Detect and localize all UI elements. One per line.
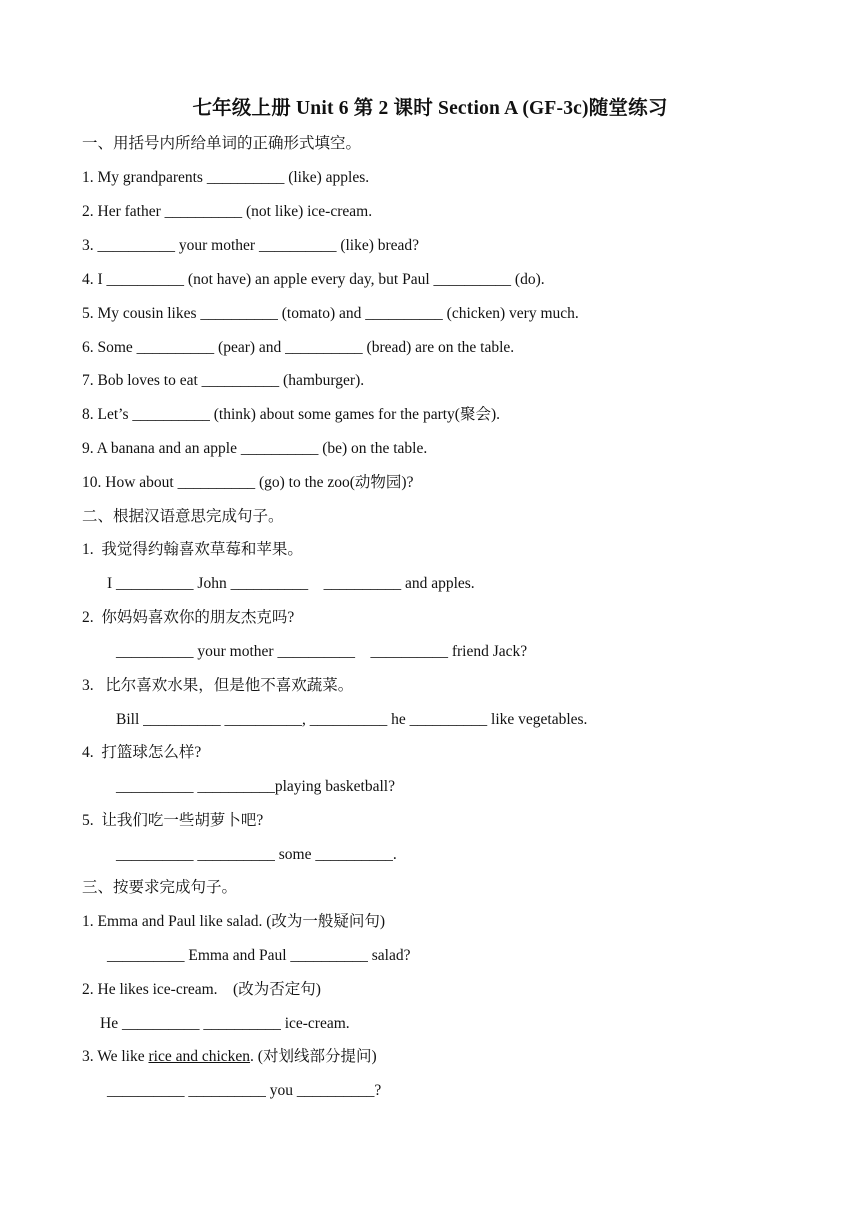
s3-item-3-question-pre: 3. We like bbox=[82, 1048, 149, 1065]
s3-item-3-question-post: . (对划线部分提问) bbox=[250, 1048, 377, 1065]
s2-item-4-question: 4. 打篮球怎么样? bbox=[82, 744, 202, 761]
section3-heading: 三、按要求完成句子。 bbox=[82, 879, 238, 896]
s3-item-2-question: 2. He likes ice-cream. (改为否定句) bbox=[82, 981, 321, 998]
s3-item-3-answer: __________ __________ you __________? bbox=[107, 1082, 382, 1099]
s3-item-3-question bbox=[82, 1047, 377, 1067]
s3-item-2-answer: He __________ __________ ice-cream. bbox=[100, 1015, 350, 1032]
page-title: 七年级上册 Unit 6 第 2 课时 Section A (GF-3c)随堂练习 bbox=[192, 98, 668, 119]
s1-item-10: 10. How about __________ (go) to the zoo(动物园)? bbox=[82, 474, 414, 491]
s2-item-3-answer: Bill __________ __________, __________ he __________ like vegetables. bbox=[116, 711, 588, 728]
section2-heading: 二、根据汉语意思完成句子。 bbox=[82, 508, 284, 525]
s1-item-3: 3. __________ your mother __________ (like) bread? bbox=[82, 237, 420, 254]
s2-item-4-answer: __________ __________playing basketball? bbox=[116, 778, 395, 795]
s2-item-1-answer: I __________ John __________ __________ and apples. bbox=[107, 575, 475, 592]
section1-heading: 一、用括号内所给单词的正确形式填空。 bbox=[82, 135, 362, 152]
s2-item-5-answer: __________ __________ some __________. bbox=[116, 846, 397, 863]
s2-item-2-answer: __________ your mother __________ __________ friend Jack? bbox=[116, 643, 528, 660]
s3-item-3-underlined-phrase: rice and chicken bbox=[148, 1048, 251, 1065]
s1-item-9: 9. A banana and an apple __________ (be) on the table. bbox=[82, 440, 428, 457]
s1-item-4: 4. I __________ (not have) an apple every day, but Paul __________ (do). bbox=[82, 271, 545, 288]
s2-item-3-question: 3. 比尔喜欢水果，但是他不喜欢蔬菜。 bbox=[82, 677, 354, 694]
s1-item-5: 5. My cousin likes __________ (tomato) and __________ (chicken) very much. bbox=[82, 305, 579, 322]
s2-item-2-question: 2. 你妈妈喜欢你的朋友杰克吗? bbox=[82, 609, 295, 626]
s1-item-8: 8. Let’s __________ (think) about some games for the party(聚会). bbox=[82, 406, 500, 423]
s1-item-1: 1. My grandparents __________ (like) apples. bbox=[82, 169, 370, 186]
s3-item-1-question: 1. Emma and Paul like salad. (改为一般疑问句) bbox=[82, 913, 386, 930]
s1-item-7: 7. Bob loves to eat __________ (hamburger). bbox=[82, 372, 365, 389]
s1-item-6: 6. Some __________ (pear) and __________ (bread) are on the table. bbox=[82, 339, 515, 356]
s3-item-1-answer: __________ Emma and Paul __________ salad? bbox=[107, 947, 411, 964]
s2-item-1-question: 1. 我觉得约翰喜欢草莓和苹果。 bbox=[82, 541, 303, 558]
s2-item-5-question: 5. 让我们吃一些胡萝卜吧? bbox=[82, 812, 264, 829]
s1-item-2: 2. Her father __________ (not like) ice-cream. bbox=[82, 203, 373, 220]
